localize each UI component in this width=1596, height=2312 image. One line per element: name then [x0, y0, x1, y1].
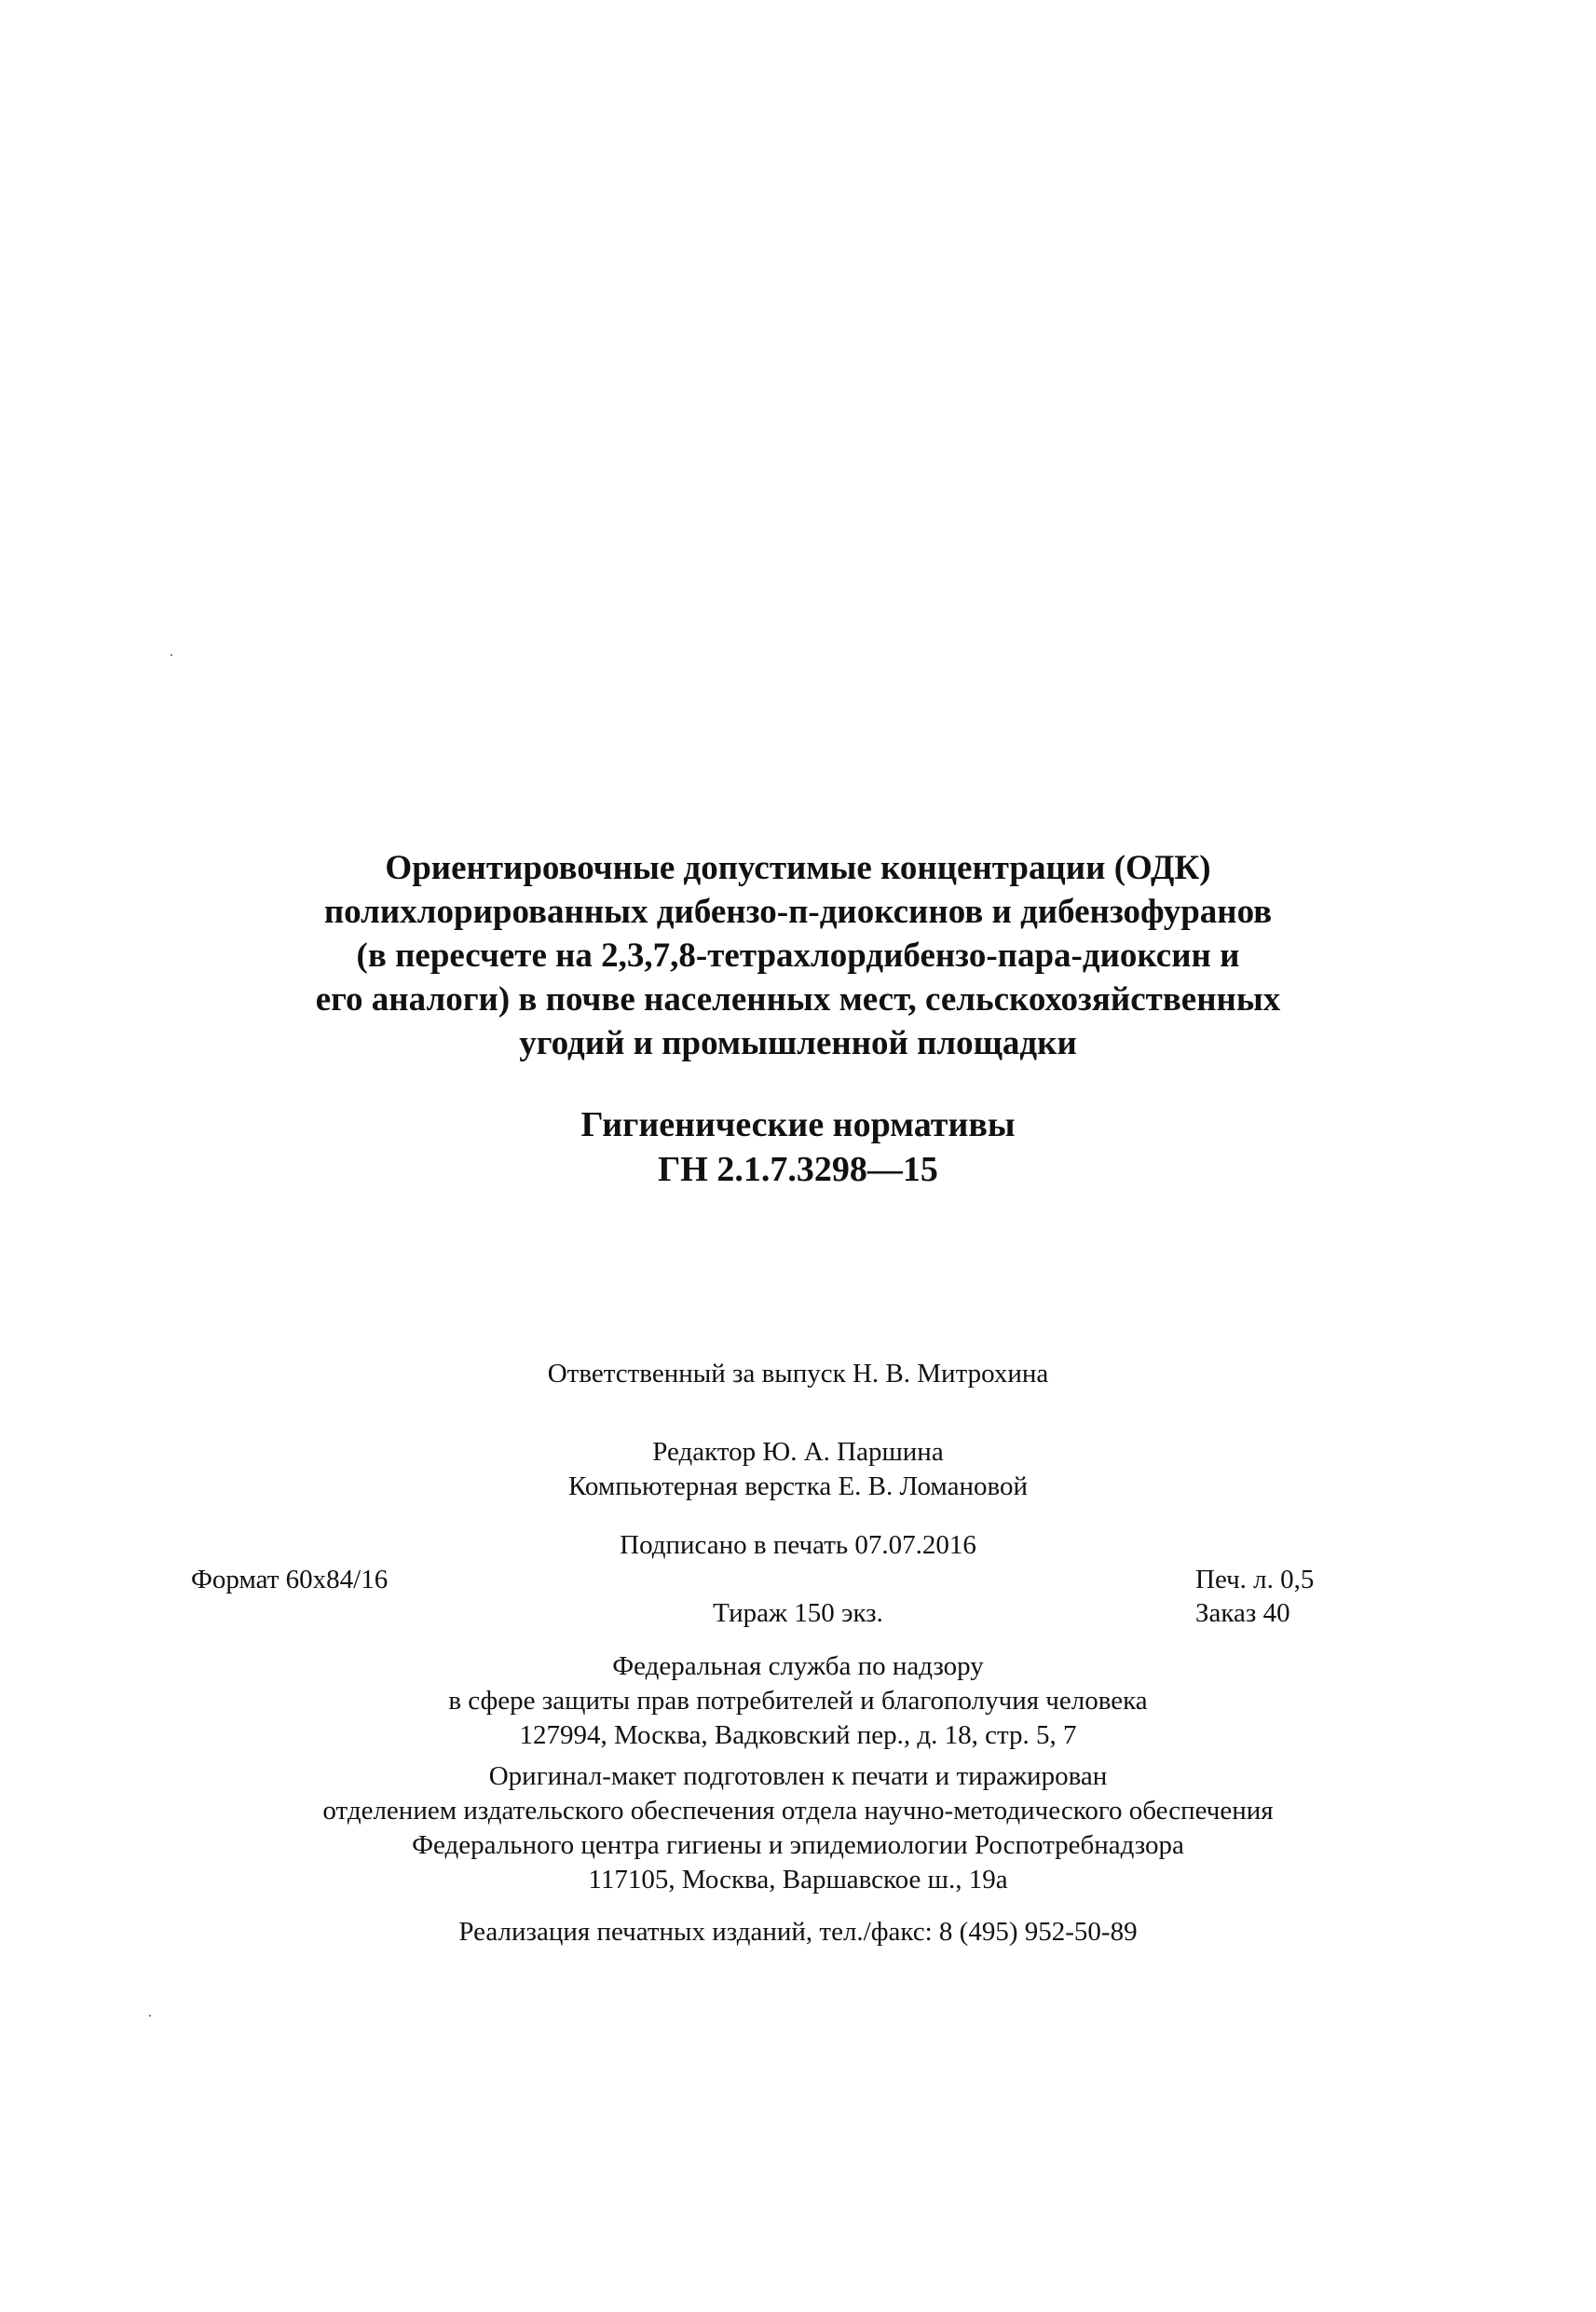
- prepared-block: [0, 1759, 1596, 1897]
- prepared-line: Оригинал-макет подготовлен к печати и тиражирован: [488, 1761, 1108, 1791]
- scan-speck: [171, 654, 172, 656]
- circulation-line: Тираж 150 экз.: [713, 1598, 883, 1628]
- editor-line: Редактор Ю. А. Паршина: [652, 1437, 944, 1467]
- prepared-line: отделением издательского обеспечения отдела научно-методического обеспечения: [322, 1796, 1274, 1826]
- title-line: Ориентировочные допустимые концентрации (ОДК): [385, 849, 1211, 887]
- document-title: [0, 846, 1596, 1065]
- print-sheets-label: Печ. л. 0,5: [1195, 1565, 1315, 1594]
- layout-line: Компьютерная верстка Е. В. Ломановой: [568, 1471, 1028, 1501]
- sales-line: Реализация печатных изданий, тел./факс: 8 (495) 952-50-89: [458, 1917, 1138, 1947]
- publisher-block: [0, 1649, 1596, 1753]
- title-line: полихлорированных дибензо-п-диоксинов и дибензофуранов: [323, 893, 1273, 931]
- responsible-line: Ответственный за выпуск Н. В. Митрохина: [547, 1359, 1049, 1389]
- title-line: угодий и промышленной площадки: [519, 1024, 1077, 1062]
- scan-speck: [149, 2015, 151, 2017]
- publisher-line: 127994, Москва, Вадковский пер., д. 18, стр. 5, 7: [519, 1720, 1077, 1750]
- order-label: Заказ 40: [1195, 1598, 1290, 1628]
- subtitle-code: ГН 2.1.7.3298—15: [658, 1150, 938, 1189]
- credits-block: [0, 1435, 1596, 1504]
- prepared-line: Федерального центра гигиены и эпидемиологии Роспотребнадзора: [412, 1830, 1184, 1860]
- publisher-line: в сфере защиты прав потребителей и благополучия человека: [448, 1686, 1148, 1716]
- title-line: (в пересчете на 2,3,7,8-тетрахлордибензо-пара-диоксин и: [356, 937, 1240, 975]
- format-label: Формат 60x84/16: [191, 1565, 389, 1594]
- subtitle-type: Гигиенические нормативы: [580, 1105, 1016, 1144]
- signed-line: Подписано в печать 07.07.2016: [620, 1530, 976, 1560]
- prepared-line: 117105, Москва, Варшавское ш., 19а: [588, 1865, 1008, 1895]
- document-subtitle: [0, 1102, 1596, 1192]
- publisher-line: Федеральная служба по надзору: [612, 1651, 984, 1681]
- title-line: его аналоги) в почве населенных мест, сельскохозяйственных: [315, 980, 1281, 1019]
